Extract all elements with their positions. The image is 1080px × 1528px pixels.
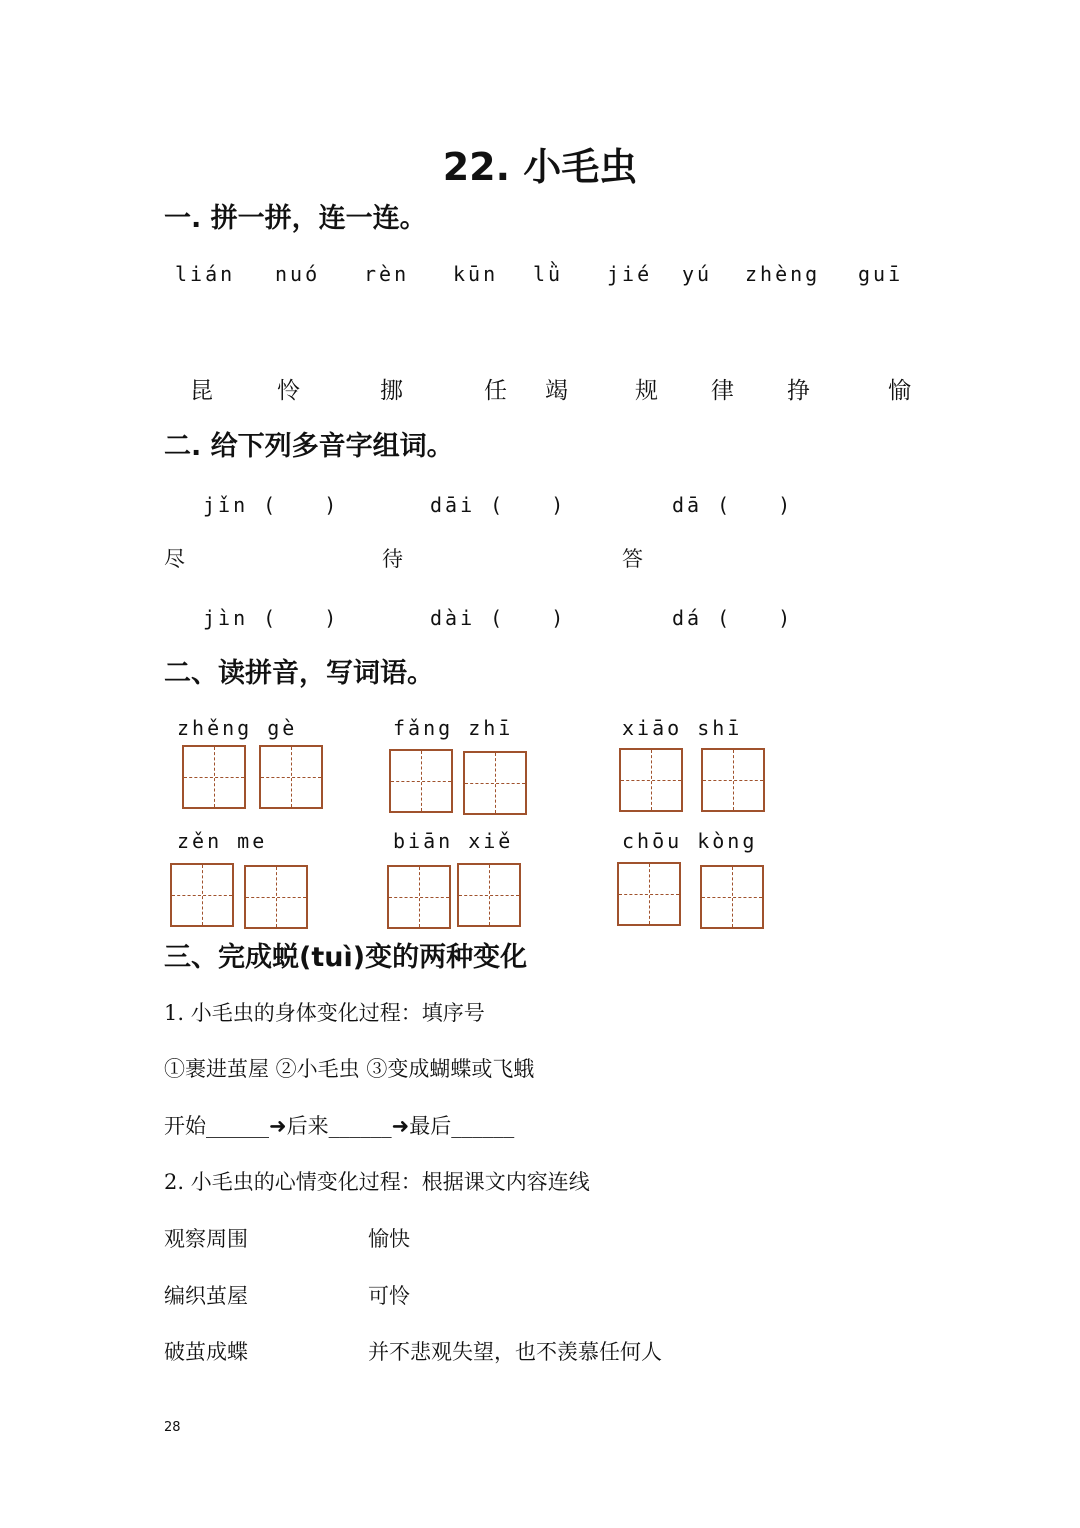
writing-grid-box[interactable] — [617, 862, 681, 926]
writing-grid-box[interactable] — [244, 865, 308, 929]
char-item: 愉 — [888, 378, 911, 404]
char-item: 怜 — [277, 378, 300, 404]
pinyin-item: lǜ — [533, 262, 564, 286]
char-item: 挪 — [380, 378, 403, 404]
word-pinyin: xiāo shī — [622, 716, 743, 740]
pinyin-blank: dāi ( ) — [430, 493, 567, 517]
match-right-item: 并不悲观失望，也不羡慕任何人 — [368, 1340, 662, 1364]
polyphone-char: 答 — [622, 547, 643, 571]
page-title: 22. 小毛虫 — [442, 145, 638, 189]
pinyin-blank: dá ( ) — [672, 606, 794, 630]
section3-heading: 二、读拼音，写词语。 — [164, 658, 434, 689]
match-left-item: 编织茧屋 — [164, 1284, 248, 1308]
pinyin-item: zhèng — [745, 262, 821, 286]
section1-heading: 一. 拼一拼，连一连。 — [164, 203, 427, 234]
pinyin-blank: dài ( ) — [430, 606, 567, 630]
match-right-item: 可怜 — [368, 1284, 410, 1308]
char-item: 昆 — [190, 378, 213, 404]
pinyin-blank: jǐn ( ) — [203, 493, 340, 517]
page-number: 28 — [164, 1420, 181, 1435]
match-right-item: 愉快 — [368, 1227, 410, 1251]
pinyin-blank: jìn ( ) — [203, 606, 340, 630]
pinyin-blank: dā ( ) — [672, 493, 794, 517]
char-item: 竭 — [545, 378, 568, 404]
section4-heading: 三、完成蜕(tuì)变的两种变化 — [164, 942, 528, 973]
word-pinyin: zěn me — [177, 829, 268, 853]
question-2: 2. 小毛虫的心情变化过程：根据课文内容连线 — [164, 1170, 590, 1194]
pinyin-item: jié — [607, 262, 653, 286]
char-item: 挣 — [787, 378, 810, 404]
match-left-item: 观察周围 — [164, 1227, 248, 1251]
writing-grid-box[interactable] — [619, 748, 683, 812]
pinyin-item: yú — [682, 262, 713, 286]
pinyin-item: kūn — [453, 262, 499, 286]
section2-heading: 二. 给下列多音字组词。 — [164, 431, 454, 462]
char-item: 规 — [635, 378, 658, 404]
char-item: 任 — [484, 378, 507, 404]
match-left-item: 破茧成蝶 — [164, 1340, 248, 1364]
writing-grid-box[interactable] — [182, 745, 246, 809]
word-pinyin: chōu kòng — [622, 829, 758, 853]
question-1-sequence: 开始______➜后来______➜最后______ — [164, 1114, 515, 1138]
writing-grid-box[interactable] — [701, 748, 765, 812]
writing-grid-box[interactable] — [387, 865, 451, 929]
question-1: 1. 小毛虫的身体变化过程：填序号 — [164, 1001, 485, 1025]
word-pinyin: zhěng gè — [177, 716, 298, 740]
pinyin-item: lián — [175, 262, 236, 286]
pinyin-item: nuó — [275, 262, 321, 286]
writing-grid-box[interactable] — [463, 751, 527, 815]
writing-grid-box[interactable] — [700, 865, 764, 929]
writing-grid-box[interactable] — [170, 863, 234, 927]
pinyin-item: guī — [858, 262, 904, 286]
polyphone-char: 尽 — [164, 547, 185, 571]
polyphone-char: 待 — [382, 547, 403, 571]
writing-grid-box[interactable] — [259, 745, 323, 809]
char-item: 律 — [711, 378, 734, 404]
word-pinyin: fǎng zhī — [393, 716, 514, 740]
question-1-options: ①裹进茧屋 ②小毛虫 ③变成蝴蝶或飞蛾 — [164, 1057, 535, 1081]
pinyin-item: rèn — [364, 262, 410, 286]
writing-grid-box[interactable] — [457, 863, 521, 927]
word-pinyin: biān xiě — [393, 829, 514, 853]
writing-grid-box[interactable] — [389, 749, 453, 813]
